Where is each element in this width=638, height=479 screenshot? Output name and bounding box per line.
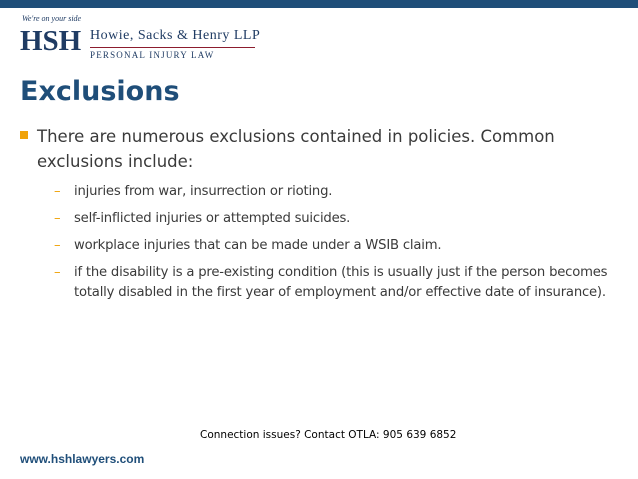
sub-bullet-text: self-inflicted injuries or attempted suicides. bbox=[74, 211, 351, 226]
dash-bullet-icon: – bbox=[54, 238, 61, 253]
firm-logo bbox=[20, 14, 280, 58]
logo-divider bbox=[90, 47, 255, 48]
sub-bullet-text: injuries from war, insurrection or rioting. bbox=[74, 184, 333, 199]
sub-bullet-item bbox=[54, 209, 614, 229]
footer-website-link[interactable]: www.hshlawyers.com bbox=[20, 452, 145, 466]
sub-bullet-list bbox=[54, 182, 614, 310]
sub-bullet-item bbox=[54, 182, 614, 202]
firm-name: Howie, Sacks & Henry LLP bbox=[90, 28, 261, 43]
hsh-logo-mark bbox=[20, 24, 82, 54]
dash-bullet-icon: – bbox=[54, 184, 61, 199]
slide-title: Exclusions bbox=[20, 76, 180, 107]
sub-bullet-text: workplace injuries that can be made under a WSIB claim. bbox=[74, 238, 442, 253]
top-accent-bar bbox=[0, 0, 638, 8]
dash-bullet-icon: – bbox=[54, 265, 61, 280]
footer-contact: Connection issues? Contact OTLA: 905 639 6852 bbox=[200, 429, 457, 441]
practice-area: PERSONAL INJURY LAW bbox=[90, 50, 215, 60]
hsh-logo-text: HSH bbox=[20, 25, 82, 54]
sub-bullet-item bbox=[54, 263, 614, 303]
logo-tagline: We're on your side bbox=[22, 14, 82, 23]
main-bullet-text: There are numerous exclusions contained in policies. Common exclusions include: bbox=[37, 127, 555, 171]
main-bullet bbox=[20, 124, 600, 174]
sub-bullet-item bbox=[54, 236, 614, 256]
dash-bullet-icon: – bbox=[54, 211, 61, 226]
square-bullet-icon bbox=[20, 131, 28, 139]
sub-bullet-text: if the disability is a pre-existing condition (this is usually just if the person becomes totally disabled in the first year of employment and/or effective date of insurance). bbox=[74, 265, 608, 300]
